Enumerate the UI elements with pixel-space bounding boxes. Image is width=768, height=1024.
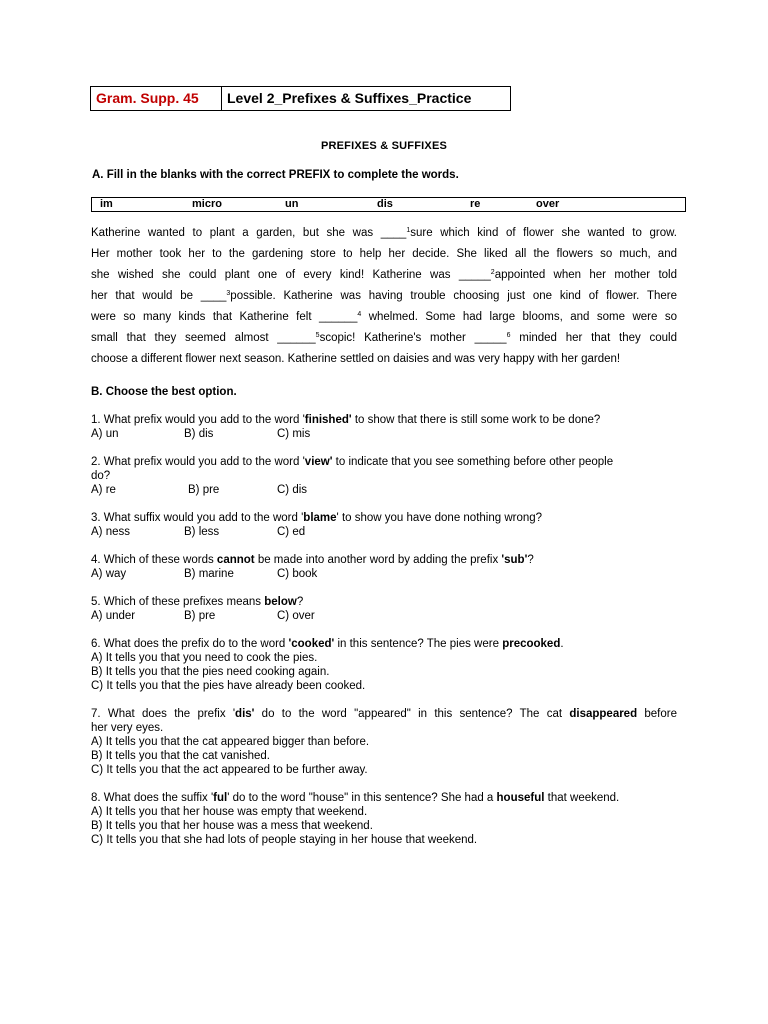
- word-bank-item: dis: [377, 198, 393, 210]
- option: A) re: [91, 484, 116, 496]
- option: C) mis: [277, 428, 311, 440]
- option: C) It tells you that the pies have already been cooked.: [91, 680, 366, 692]
- worksheet-code: Gram. Supp. 45: [91, 87, 222, 110]
- question-5: 5. Which of these prefixes means below? A) under B) pre C) over: [91, 596, 315, 622]
- story-line: Katherine wanted to plant a garden, but she was ____$^1$sure which kind of flower she wanted to grow.: [91, 227, 678, 239]
- story-line: Her mother took her to the gardening store to help her decide. She liked all the flowers so much, and: [91, 248, 677, 260]
- question-3: 3. What suffix would you add to the word 'blame' to show you have done nothing wrong? A) ness B) less C) ed: [91, 512, 543, 538]
- question-8: 8. What does the suffix 'ful' do to the word "house" in this sentence? She had a houseful that weekend. A) It tells you that her house was empty that weekend. B) It tells you that her house was a mess that weekend. C) It tells you that she had lots of people staying in her house that weekend.: [91, 791, 691, 847]
- option: B) pre: [184, 610, 216, 622]
- question-4: 4. Which of these words cannot be made into another word by adding the prefix 'sub'? A) way B) marine C) book: [91, 554, 534, 580]
- question-2: 2. What prefix would you add to the word 'view' to indicate that you see something before other people do? A) re B) pre C) dis: [91, 456, 614, 496]
- option: A) It tells you that you need to cook the pies.: [91, 652, 318, 664]
- option: A) un: [91, 428, 119, 440]
- option: B) It tells you that her house was a mess that weekend.: [91, 820, 373, 832]
- word-bank-item: un: [285, 198, 299, 210]
- story-line: were so many kinds that Katherine felt ______$^4$ whelmed. Some had large blooms, and some were so: [91, 311, 677, 323]
- worksheet-title: Level 2_Prefixes & Suffixes_Practice: [227, 90, 472, 106]
- option: B) It tells you that the cat vanished.: [91, 750, 270, 762]
- page-title: PREFIXES & SUFFIXES: [320, 140, 448, 152]
- section-a-heading: A. Fill in the blanks with the correct PREFIX to complete the words.: [92, 169, 459, 181]
- story-line: choose a different flower next season. Katherine settled on daisies and was very happy with her garden!: [91, 353, 621, 365]
- question-7: 7. What does the prefix 'dis' do to the word "appeared" in this sentence? The cat disappeared before her very eyes. A) It tells you that the cat appeared bigger than before. B) It tells you that the cat vanished. C) It tells you that the act appeared to be further away.: [91, 708, 677, 776]
- option: A) way: [91, 568, 127, 580]
- story-line: her that would be ____$^3$possible. Katherine was having trouble choosing just one kind of flower. There: [91, 290, 677, 302]
- option: B) marine: [184, 568, 234, 580]
- header-table: [90, 86, 511, 111]
- option: A) under: [91, 610, 136, 622]
- word-bank-item: over: [536, 198, 560, 210]
- option: C) book: [277, 568, 318, 580]
- story-line: she wished she could plant one of every kind! Katherine was _____$^2$appointed when her mother told: [91, 269, 677, 281]
- option: C) It tells you that the act appeared to be further away.: [91, 764, 368, 776]
- word-bank: [91, 197, 686, 212]
- question-6: 6. What does the prefix do to the word 'cooked' in this sentence? The pies were precooked. A) It tells you that you need to cook the pies. B) It tells you that the pies need cooking again. C) It tells you that the pies have already been cooked.: [91, 637, 691, 693]
- option: C) over: [277, 610, 315, 622]
- word-bank-item: im: [100, 198, 113, 210]
- story-line: small that they seemed almost ______$^5$scopic! Katherine's mother _____$^6$ minded her that they could: [91, 332, 677, 344]
- option: A) It tells you that the cat appeared bigger than before.: [91, 736, 370, 748]
- question-1: 1. What prefix would you add to the word 'finished' to show that there is still some work to be done? A) un B) dis C) mis: [91, 414, 601, 440]
- option: A) ness: [91, 526, 130, 538]
- option: B) dis: [184, 428, 214, 440]
- option: C) dis: [277, 484, 308, 496]
- story-paragraph: [91, 223, 677, 370]
- option: B) It tells you that the pies need cooking again.: [91, 666, 330, 678]
- option: C) ed: [277, 526, 306, 538]
- option: A) It tells you that her house was empty that weekend.: [91, 806, 368, 818]
- section-b-heading: B. Choose the best option.: [91, 386, 237, 398]
- word-bank-item: re: [470, 198, 481, 210]
- option: B) pre: [188, 484, 220, 496]
- word-bank-item: micro: [192, 198, 222, 210]
- option: C) It tells you that she had lots of people staying in her house that weekend.: [91, 834, 478, 846]
- option: B) less: [184, 526, 220, 538]
